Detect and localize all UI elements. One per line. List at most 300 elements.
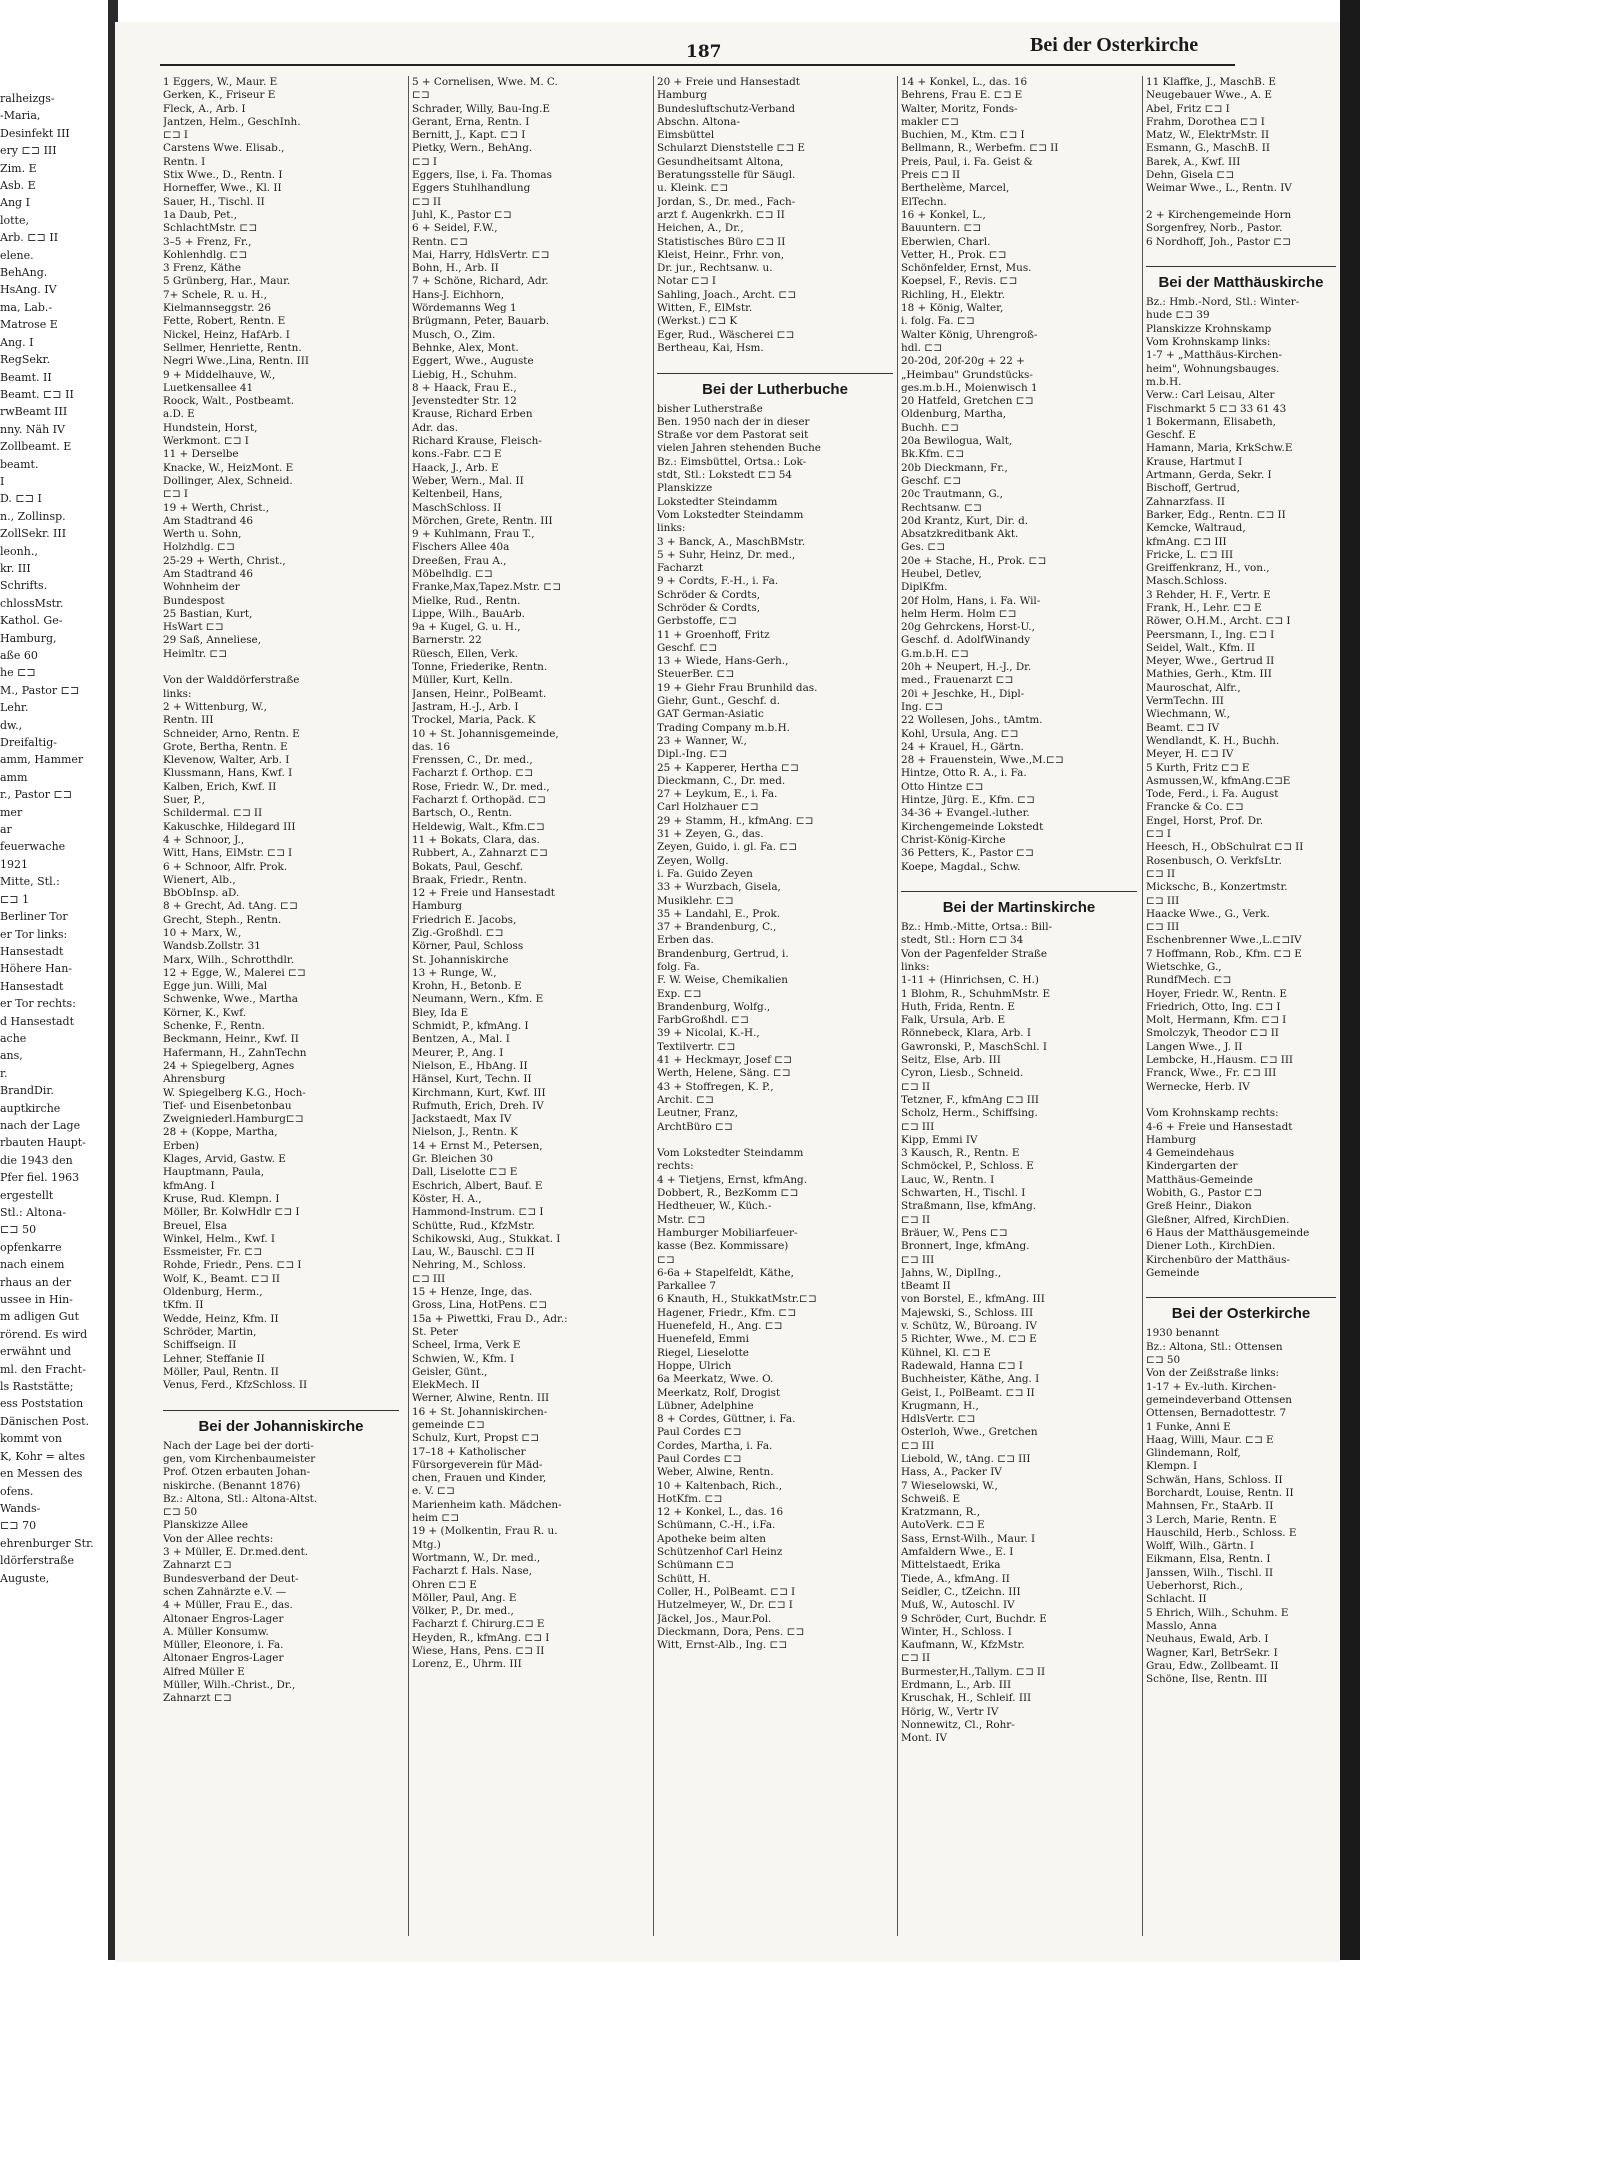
- section-heading: Bei der Lutherbuche: [702, 380, 848, 398]
- directory-entry: Beckmann, Heinr., Kwf. II: [163, 1033, 299, 1046]
- directory-entry: Lauc, W., Rentn. I: [901, 1173, 995, 1186]
- directory-entry: Rose, Friedr. W., Dr. med.,: [412, 780, 550, 793]
- directory-entry: Textilvertr. ⊏⊐: [657, 1040, 736, 1053]
- directory-entry: 3–5 + Frenz, Fr.,: [163, 235, 252, 248]
- directory-entry: Seitz, Else, Arb. III: [901, 1054, 1001, 1067]
- directory-entry: 29 Saß, Anneliese,: [163, 634, 262, 647]
- directory-entry: Behnke, Alex, Mont.: [412, 341, 519, 354]
- directory-entry: 2 + Kirchengemeinde Horn: [1146, 208, 1292, 221]
- directory-entry: 28 + Frauenstein, Wwe.,M.⊏⊐: [901, 754, 1064, 767]
- directory-entry: 11 + Groenhoff, Fritz: [657, 628, 770, 641]
- directory-entry: 37 + Brandenburg, C.,: [657, 921, 777, 934]
- directory-entry: 1-17 + Ev.-luth. Kirchen-: [1146, 1380, 1277, 1393]
- directory-entry: Cordes, Martha, i. Fa.: [657, 1439, 773, 1452]
- directory-entry: 1930 benannt: [1146, 1327, 1219, 1340]
- directory-entry: Fischers Allee 40a: [412, 541, 510, 554]
- directory-entry: Franke,Max,Tapez.Mstr. ⊏⊐: [412, 581, 561, 594]
- directory-entry: ⊏⊐ 50: [1146, 1354, 1181, 1367]
- directory-entry: 34-36 + Evangel.-luther.: [901, 807, 1030, 820]
- section-heading: Bei der Osterkirche: [1171, 1305, 1311, 1323]
- prev-page-line: D. ⊏⊐ I: [0, 492, 42, 506]
- directory-entry: HdlsVertr. ⊏⊐: [901, 1413, 976, 1426]
- directory-entry: 13 + Wiede, Hans-Gerh.,: [657, 655, 789, 668]
- directory-entry: 23 + Wanner, W.,: [657, 734, 747, 747]
- directory-entry: Rentn. ⊏⊐: [412, 235, 468, 248]
- directory-entry: Schmidt, P., kfmAng. I: [412, 1020, 529, 1033]
- directory-entry: Schweiß. E: [901, 1492, 961, 1505]
- directory-entry: Krause, Richard Erben: [412, 408, 533, 421]
- prev-page-line: elene.: [0, 248, 34, 262]
- directory-entry: Preis ⊏⊐ II: [901, 169, 961, 182]
- directory-entry: Apotheke beim alten: [657, 1532, 766, 1545]
- directory-entry: ⊏⊐: [657, 1253, 675, 1266]
- directory-entry: Tief- und Eisenbetonbau: [163, 1099, 292, 1112]
- directory-entry: 6 Knauth, H., StukkatMstr.⊏⊐: [657, 1293, 817, 1306]
- directory-entry: Barek, A., Kwf. III: [1146, 155, 1241, 168]
- prev-page-line: Kathol. Ge-: [0, 614, 63, 628]
- directory-entry: Nielson, J., Rentn. K: [412, 1126, 518, 1139]
- section-rule: [657, 373, 893, 374]
- directory-entry: Mittelstaedt, Erika: [901, 1559, 1001, 1572]
- directory-entry: Müller, Wilh.-Christ., Dr.,: [163, 1679, 296, 1692]
- directory-entry: Bz.: Hmb.-Nord, Stl.: Winter-: [1146, 296, 1300, 309]
- prev-page-line: ergestellt: [0, 1188, 54, 1202]
- prev-page-line: ussee in Hin-: [0, 1293, 73, 1307]
- directory-entry: Liebig, H., Schuhm.: [412, 368, 517, 381]
- directory-entry: helm Herm. Holm ⊏⊐: [901, 607, 1017, 620]
- directory-entry: Kindergarten der: [1146, 1160, 1238, 1173]
- directory-entry: Bartsch, O., Rentn.: [412, 807, 513, 820]
- directory-entry: Schümann, C.-H., i.Fa.: [657, 1519, 776, 1532]
- directory-entry: 36 Petters, K., Pastor ⊏⊐: [901, 847, 1034, 860]
- prev-page-line: er Tor rechts:: [0, 997, 76, 1011]
- directory-entry: Hafermann, H., ZahnTechn: [163, 1046, 307, 1059]
- directory-entry: Wendlandt, K. H., Buchh.: [1146, 734, 1280, 747]
- directory-entry: Müller, Eleonore, i. Fa.: [163, 1639, 284, 1652]
- directory-entry: Wernecke, Herb. IV: [1146, 1080, 1250, 1093]
- directory-entry: ⊏⊐ III: [901, 1120, 935, 1133]
- directory-entry: Bronnert, Inge, kfmAng.: [901, 1240, 1030, 1253]
- directory-entry: [163, 661, 399, 674]
- directory-entry: Essmeister, Fr. ⊏⊐: [163, 1246, 262, 1259]
- directory-entry: Facharzt f. Orthop. ⊏⊐: [412, 767, 533, 780]
- prev-page-line: dw.,: [0, 718, 23, 732]
- directory-entry: Venus, Ferd., KfzSchloss. II: [163, 1379, 308, 1392]
- directory-entry: Vom Krohnskamp rechts:: [1146, 1107, 1279, 1120]
- directory-entry: kfmAng. I: [163, 1179, 215, 1192]
- directory-entry: Masch.Schloss.: [1146, 575, 1228, 588]
- directory-entry: ⊏⊐ III: [901, 1253, 935, 1266]
- directory-entry: Frahm, Dorothea ⊏⊐ I: [1146, 115, 1265, 128]
- directory-entry: 7 Hoffmann, Rob., Kfm. ⊏⊐ E: [1146, 947, 1302, 960]
- directory-entry: 20f Holm, Hans, i. Fa. Wil-: [901, 594, 1041, 607]
- directory-entry: Planskizze Allee: [163, 1519, 249, 1532]
- directory-entry: Jahns, W., DiplIng.,: [901, 1266, 1002, 1279]
- directory-entry: Scheel, Irma, Verk E: [412, 1339, 521, 1352]
- directory-entry: Witt, Hans, ElMstr. ⊏⊐ I: [163, 847, 293, 860]
- prev-page-line: K, Kohr = altes: [0, 1449, 85, 1463]
- directory-entry: Koepe, Magdal., Schw.: [901, 860, 1021, 873]
- directory-entry: Zahnarzt ⊏⊐: [163, 1559, 232, 1572]
- directory-entry: Zeyen, Guido, i. gl. Fa. ⊏⊐: [657, 841, 797, 854]
- directory-entry: Werkmont. ⊏⊐ I: [163, 435, 249, 448]
- directory-entry: Heimltr. ⊏⊐: [163, 647, 227, 660]
- directory-entry: 20a Bewilogua, Walt,: [901, 435, 1013, 448]
- directory-entry: Mont. IV: [901, 1732, 947, 1745]
- directory-entry: Hamburg: [412, 900, 463, 913]
- directory-entry: W. Spiegelberg K.G., Hoch-: [163, 1086, 306, 1099]
- directory-entry: Janssen, Wilh., Tischl. II: [1146, 1566, 1274, 1579]
- directory-entry: Von der Allee rechts:: [163, 1532, 274, 1545]
- directory-entry: Oldenburg, Herm.,: [163, 1286, 263, 1299]
- directory-entry: Werth u. Sohn,: [163, 528, 242, 541]
- directory-entry: 10 + Kaltenbach, Rich.,: [657, 1479, 783, 1492]
- directory-entry: links:: [901, 961, 930, 973]
- directory-entry: Eger, Rud., Wäscherei ⊏⊐: [657, 328, 795, 341]
- directory-entry: Winter, H., Schloss. I: [901, 1625, 1012, 1638]
- directory-entry: Hamburger Mobiliarfeuer-: [657, 1226, 798, 1239]
- prev-page-line: ZollSekr. III: [0, 527, 67, 541]
- directory-entry: 5 Richter, Wwe., M. ⊏⊐ E: [901, 1333, 1037, 1346]
- directory-entry: 1 Bokermann, Elisabeth,: [1146, 415, 1276, 428]
- directory-entry: Geschf. E: [1146, 429, 1196, 442]
- directory-entry: Klages, Arvid, Gastw. E: [163, 1153, 286, 1166]
- directory-entry: Schenke, F., Rentn.: [163, 1020, 265, 1033]
- directory-entry: Dobbert, R., BezKomm ⊏⊐: [657, 1187, 799, 1200]
- directory-entry: [1146, 1094, 1336, 1107]
- directory-entry: [657, 355, 893, 368]
- directory-entry: Pietky, Wern., BehAng.: [412, 142, 533, 155]
- directory-entry: 6 + Seidel, F.W.,: [412, 222, 498, 235]
- directory-entry: Tiede, A., kfmAng. II: [901, 1572, 1010, 1585]
- directory-entry: Mstr. ⊏⊐: [657, 1213, 706, 1226]
- directory-entry: rechts:: [657, 1160, 694, 1173]
- directory-entry: 7+ Schele, R. u. H.,: [163, 288, 267, 301]
- directory-entry: Richard Krause, Fleisch-: [412, 435, 542, 448]
- directory-entry: Preis, Paul, i. Fa. Geist &: [901, 155, 1033, 168]
- directory-entry: Nonnewitz, Cl., Rohr-: [901, 1718, 1015, 1731]
- prev-page-line: rwBeamt III: [0, 405, 68, 419]
- directory-entry: 9 Schröder, Curt, Buchdr. E: [901, 1612, 1047, 1625]
- directory-entry: gemeinde ⊏⊐: [412, 1418, 485, 1431]
- directory-entry: Vom Krohnskamp links:: [1146, 336, 1271, 349]
- directory-entry: 41 + Heckmayr, Josef ⊏⊐: [657, 1054, 792, 1067]
- prev-page-line: rhaus an der: [0, 1275, 72, 1289]
- directory-entry: Hauptmann, Paula,: [163, 1166, 265, 1179]
- directory-entry: Mauroschat, Alfr.,: [1146, 681, 1241, 694]
- directory-entry: ArchtBüro ⊏⊐: [657, 1120, 733, 1133]
- directory-entry: Planskizze Krohnskamp: [1146, 322, 1272, 335]
- directory-entry: Majewski, S., Schloss. III: [901, 1306, 1034, 1319]
- directory-entry: Heyden, R., kfmAng. ⊏⊐ I: [412, 1631, 550, 1644]
- prev-page-line: Höhere Han-: [0, 962, 73, 976]
- directory-entry: 9 + Middelhauve, W.,: [163, 368, 276, 381]
- directory-entry: Heldewig, Walt., Kfm.⊏⊐: [412, 820, 545, 833]
- directory-entry: 1 Funke, Anni E: [1146, 1420, 1231, 1433]
- directory-entry: Schiffseign. II: [163, 1339, 237, 1352]
- directory-entry: Falk, Ursula, Arb. E: [901, 1014, 1006, 1027]
- directory-entry: AutoVerk. ⊏⊐ E: [901, 1519, 985, 1532]
- running-head: Bei der Osterkirche: [1030, 34, 1199, 56]
- directory-entry: Gerant, Erna, Rentn. I: [412, 115, 530, 128]
- directory-entry: Rechtsanw. ⊏⊐: [901, 501, 982, 514]
- directory-entry: kfmAng. ⊏⊐ III: [1146, 535, 1227, 548]
- directory-entry: Jordan, S., Dr. med., Fach-: [657, 195, 796, 208]
- directory-entry: Barker, Edg., Rentn. ⊏⊐ II: [1146, 508, 1286, 521]
- directory-entry: Juhl, K., Pastor ⊏⊐: [412, 208, 512, 221]
- directory-entry: Wohnheim der: [163, 581, 240, 594]
- directory-entry: Seidler, C., tZeichn. III: [901, 1585, 1021, 1598]
- column-3: [657, 76, 893, 1652]
- section-heading: Bei der Matthäuskirche: [1158, 274, 1324, 292]
- directory-entry: 6 Haus der Matthäusgemeinde: [1146, 1226, 1310, 1239]
- directory-entry: 1a Daub, Pet.,: [163, 208, 238, 221]
- prev-page-line: ache: [0, 1031, 27, 1045]
- prev-page-line: ma, Lab.-: [0, 300, 53, 314]
- directory-entry: Tetzner, F., kfmAng ⊏⊐ III: [901, 1093, 1040, 1106]
- directory-entry: Schularzt Dienststelle ⊏⊐ E: [657, 142, 805, 155]
- directory-entry: 11 Klaffke, J., MaschB. E: [1146, 76, 1277, 88]
- directory-entry: Lembcke, H.,Hausm. ⊏⊐ III: [1146, 1054, 1294, 1067]
- prev-page-line: amm: [0, 770, 28, 784]
- directory-entry: Jackstaedt, Max IV: [412, 1113, 512, 1126]
- prev-page-line: beamt.: [0, 457, 39, 471]
- directory-entry: Esmann, G., MaschB. II: [1146, 142, 1270, 155]
- directory-entry: kasse (Bez. Kommissare): [657, 1240, 789, 1253]
- directory-entry: Sass, Ernst-Wilh., Maur. I: [901, 1532, 1036, 1545]
- directory-entry: 1-7 + „Matthäus-Kirchen-: [1146, 349, 1282, 362]
- directory-entry: Roock, Walt., Postbeamt.: [163, 395, 295, 408]
- directory-entry: 3 Kausch, R., Rentn. E: [901, 1147, 1020, 1160]
- directory-entry: Bz.: Eimsbüttel, Ortsa.: Lok-: [657, 455, 807, 468]
- directory-entry: Musch, O., Zim.: [412, 328, 496, 341]
- prev-page-line: 1921: [0, 857, 28, 871]
- directory-entry: arzt f. Augenkrkh. ⊏⊐ II: [657, 208, 785, 221]
- directory-entry: Bertheau, Kai, Hsm.: [657, 341, 764, 354]
- prev-page-line: Wands-: [0, 1501, 41, 1515]
- directory-entry: St. Johanniskirche: [412, 953, 509, 966]
- directory-entry: Eberwien, Charl.: [901, 235, 991, 248]
- directory-entry: Weimar Wwe., L., Rentn. IV: [1146, 182, 1292, 195]
- directory-entry: Meyer, Wwe., Gertrud II: [1146, 655, 1275, 668]
- directory-entry: Kirchenbüro der Matthäus-: [1146, 1253, 1290, 1266]
- directory-entry: Hans-J. Eichhorn,: [412, 288, 505, 301]
- directory-entry: Gr. Bleichen 30: [412, 1153, 494, 1166]
- directory-entry: 4 + Tietjens, Ernst, kfmAng.: [657, 1173, 808, 1186]
- directory-entry: Schlacht. II: [1146, 1593, 1207, 1606]
- directory-entry: Fischmarkt 5 ⊏⊐ 33 61 43: [1146, 402, 1287, 415]
- directory-entry: Gerken, K., Friseur E: [163, 89, 276, 102]
- directory-entry: Geschf. ⊏⊐: [901, 474, 961, 487]
- directory-entry: 4-6 + Freie und Hansestadt: [1146, 1120, 1293, 1133]
- directory-entry: St. Peter: [412, 1325, 458, 1338]
- directory-entry: Kohl, Ursula, Ang. ⊏⊐: [901, 727, 1019, 740]
- directory-entry: Kemcke, Waltraud,: [1146, 522, 1246, 535]
- directory-entry: Meyer, H. ⊏⊐ IV: [1146, 748, 1234, 761]
- prev-page-line: r.: [0, 1066, 8, 1080]
- directory-entry: Schütte, Rud., KfzMstr.: [412, 1219, 535, 1232]
- directory-entry: Kratzmann, R.,: [901, 1506, 981, 1519]
- directory-entry: Schümann ⊏⊐: [657, 1559, 734, 1572]
- directory-entry: Luetkensallee 41: [163, 381, 254, 394]
- directory-entry: Friedrich, Otto, Ing. ⊏⊐ I: [1146, 1000, 1281, 1013]
- prev-page-line: kommt von: [0, 1432, 62, 1446]
- directory-entry: schen Zahnärzte e.V. —: [163, 1585, 287, 1598]
- directory-entry: Facharzt: [657, 562, 704, 575]
- directory-entry: Parkallee 7: [657, 1280, 717, 1293]
- column-divider: [408, 76, 409, 1936]
- prev-page-line: Arb. ⊏⊐ II: [0, 231, 59, 245]
- directory-entry: Kohlenhdlg. ⊏⊐: [163, 248, 248, 261]
- directory-entry: Bernitt, J., Kapt. ⊏⊐ I: [412, 129, 526, 142]
- directory-entry: 1-11 + (Hinrichsen, C. H.): [901, 974, 1039, 987]
- prev-page-line: auptkirche: [0, 1101, 61, 1115]
- directory-entry: Nielson, E., HbAng. II: [412, 1059, 528, 1072]
- prev-page-line: ehrenburger Str.: [0, 1536, 94, 1550]
- column-divider: [1142, 76, 1143, 1936]
- directory-entry: Zeyen, Wollg.: [657, 854, 729, 867]
- directory-entry: ⊏⊐: [412, 89, 430, 102]
- directory-entry: Mahnsen, Fr., StaArb. II: [1146, 1500, 1274, 1513]
- prev-page-line: amm, Hammer: [0, 753, 84, 767]
- directory-entry: Schwän, Hans, Schloss. II: [1146, 1473, 1283, 1486]
- directory-entry: Eimsbüttel: [657, 129, 715, 142]
- directory-entry: Schulz, Kurt, Propst ⊏⊐: [412, 1432, 539, 1445]
- directory-entry: Asmussen,W., kfmAng.⊏⊐E: [1146, 774, 1291, 787]
- directory-entry: 3 + Banck, A., MaschBMstr.: [657, 535, 806, 548]
- prev-page-line: ralheizgs-: [0, 92, 55, 105]
- directory-entry: Prof. Otzen erbauten Johan-: [163, 1466, 311, 1479]
- directory-entry: Werner, Alwine, Rentn. III: [412, 1392, 550, 1405]
- directory-entry: ⊏⊐ III: [412, 1272, 446, 1285]
- directory-entry: 20g Gehrckens, Horst-U.,: [901, 621, 1035, 634]
- directory-entry: Marienheim kath. Mädchen-: [412, 1498, 562, 1511]
- directory-entry: 4 + Schnoor, J.,: [163, 833, 245, 846]
- directory-entry: VermTechn. III: [1146, 695, 1224, 708]
- directory-entry: ⊏⊐ III: [1146, 894, 1180, 907]
- directory-entry: Bentzen, A., Mal. I: [412, 1033, 510, 1046]
- directory-entry: ges.m.b.H., Moienwisch 1: [901, 381, 1038, 394]
- directory-entry: Geist, I., PolBeamt. ⊏⊐ II: [901, 1386, 1035, 1399]
- directory-entry: Huenefeld, H., Ang. ⊏⊐: [657, 1320, 783, 1333]
- directory-entry: Knacke, W., HeizMont. E: [163, 461, 294, 474]
- directory-entry: Dr. jur., Rechtsanw. u.: [657, 262, 773, 275]
- directory-entry: 2 + Wittenburg, W.,: [163, 700, 267, 713]
- directory-entry: Bischoff, Gertrud,: [1146, 482, 1240, 495]
- directory-entry: ElTechn.: [901, 195, 947, 208]
- directory-entry: Holzhdlg. ⊏⊐: [163, 541, 235, 554]
- directory-entry: Lau, W., Bauschl. ⊏⊐ II: [412, 1246, 535, 1259]
- directory-entry: Von der Walddörferstraße: [163, 674, 300, 687]
- directory-entry: Möller, Br. KolwHdlr ⊏⊐ I: [163, 1206, 300, 1219]
- directory-entry: G.m.b.H. ⊏⊐: [901, 647, 969, 660]
- directory-entry: von Borstel, E., kfmAng. III: [901, 1293, 1045, 1306]
- directory-entry: Hamann, Maria, KrkSchw.E: [1146, 442, 1293, 455]
- prev-page-line: nach einem: [0, 1258, 65, 1272]
- directory-entry: ElekMech. II: [412, 1379, 480, 1392]
- prev-page-line: Zim. E: [0, 161, 37, 175]
- directory-entry: 31 + Zeyen, G., das.: [657, 828, 764, 841]
- directory-entry: Witten, F., ElMstr.: [657, 302, 753, 315]
- directory-entry: Abschn. Altona-: [657, 115, 740, 128]
- directory-entry: Beamt. ⊏⊐ IV: [1146, 721, 1220, 734]
- directory-entry: Krugmann, H.,: [901, 1399, 979, 1412]
- directory-entry: Matz, W., ElektrMstr. II: [1146, 129, 1270, 142]
- directory-entry: 19 + Werth, Christ.,: [163, 501, 270, 514]
- directory-entry: ⊏⊐ III: [1146, 921, 1180, 934]
- directory-entry: Kakuschke, Hildegard III: [163, 820, 296, 833]
- prev-page-line: M., Pastor ⊏⊐: [0, 683, 80, 697]
- directory-entry: Matthäus-Gemeinde: [1146, 1173, 1253, 1186]
- prev-page-line: rbauten Haupt-: [0, 1136, 86, 1150]
- directory-entry: Hamburg: [1146, 1133, 1197, 1146]
- directory-entry: Dreeßen, Frau A.,: [412, 554, 507, 567]
- directory-entry: i. Fa. Guido Zeyen: [657, 867, 753, 880]
- directory-entry: Nickel, Heinz, HafArb. I: [163, 328, 290, 341]
- directory-entry: Schwarten, H., Tischl. I: [901, 1187, 1026, 1200]
- directory-entry: tKfm. II: [163, 1299, 204, 1312]
- directory-entry: Negri Wwe.,Lina, Rentn. III: [163, 355, 309, 368]
- directory-entry: Wobith, G., Pastor ⊏⊐: [1146, 1187, 1262, 1200]
- directory-entry: Hänsel, Kurt, Techn. II: [412, 1073, 532, 1086]
- directory-entry: Hagener, Friedr., Kfm. ⊏⊐: [657, 1306, 797, 1319]
- directory-entry: Wandsb.Zollstr. 31: [163, 940, 261, 953]
- directory-entry: Von der Pagenfelder Straße: [901, 947, 1048, 960]
- directory-entry: Winkel, Helm., Kwf. I: [163, 1232, 276, 1245]
- prev-page-line: ldörferstraße: [0, 1554, 75, 1568]
- directory-entry: Richling, H., Elektr.: [901, 288, 1005, 301]
- directory-entry: Fürsorgeverein für Mäd-: [412, 1458, 543, 1471]
- directory-entry: Schwien, W., Kfm. I: [412, 1352, 515, 1365]
- prev-page-line: ml. den Fracht-: [0, 1362, 86, 1376]
- prev-page-line: Matrose E: [0, 318, 58, 332]
- directory-entry: Carl Holzhauer ⊏⊐: [657, 801, 759, 814]
- prev-page-line: rörend. Es wird: [0, 1327, 88, 1341]
- prev-page-line: Auguste,: [0, 1571, 50, 1585]
- directory-entry: Stix Wwe., D., Rentn. I: [163, 169, 283, 182]
- prev-page-line: leonh.,: [0, 544, 38, 558]
- directory-entry: Facharzt f. Hals. Nase,: [412, 1565, 532, 1578]
- directory-entry: 19 + (Molkentin, Frau R. u.: [412, 1525, 558, 1538]
- directory-entry: Notar ⊏⊐ I: [657, 275, 716, 288]
- directory-entry: 5 + Cornelisen, Wwe. M. C.: [412, 76, 558, 88]
- directory-entry: Borchardt, Louise, Rentn. II: [1146, 1486, 1294, 1499]
- directory-entry: 20i + Jeschke, H., Dipl-: [901, 687, 1025, 700]
- directory-entry: Zweigniederl.Hamburg⊏⊐: [163, 1113, 304, 1126]
- prev-page-line: nach der Lage: [0, 1118, 81, 1132]
- directory-entry: BbObInsp. aD.: [163, 887, 240, 900]
- directory-entry: Sahling, Joach., Archt. ⊏⊐: [657, 288, 796, 301]
- directory-entry: Tonne, Friederike, Rentn.: [412, 661, 548, 674]
- directory-entry: Gawronski, P., MaschSchl. I: [901, 1040, 1047, 1053]
- directory-entry: Bundespost: [163, 594, 225, 607]
- directory-entry: FarbGroßhdl. ⊏⊐: [657, 1014, 749, 1027]
- directory-entry: Werth, Helene, Säng. ⊏⊐: [657, 1067, 791, 1080]
- prev-page-line: erwähnt und: [0, 1345, 72, 1359]
- directory-entry: HsWart ⊏⊐: [163, 621, 224, 634]
- directory-entry: Mathies, Gerh., Ktm. III: [1146, 668, 1272, 681]
- directory-entry: Erben): [163, 1139, 200, 1152]
- directory-entry: Trading Company m.b.H.: [657, 721, 790, 734]
- directory-entry: Marx, Wilh., Schrotthdlr.: [163, 953, 295, 966]
- directory-entry: 3 Rehder, H. F., Vertr. E: [1146, 588, 1271, 601]
- directory-entry: Nach der Lage bei der dorti-: [163, 1439, 314, 1452]
- directory-entry: Dehn, Gisela ⊏⊐: [1146, 169, 1234, 182]
- prev-page-line: Beamt. II: [0, 370, 52, 384]
- directory-entry: Klevenow, Walter, Arb. I: [163, 754, 290, 767]
- directory-entry: Mörchen, Grete, Rentn. III: [412, 514, 553, 527]
- prev-page-line: Berliner Tor: [0, 910, 68, 924]
